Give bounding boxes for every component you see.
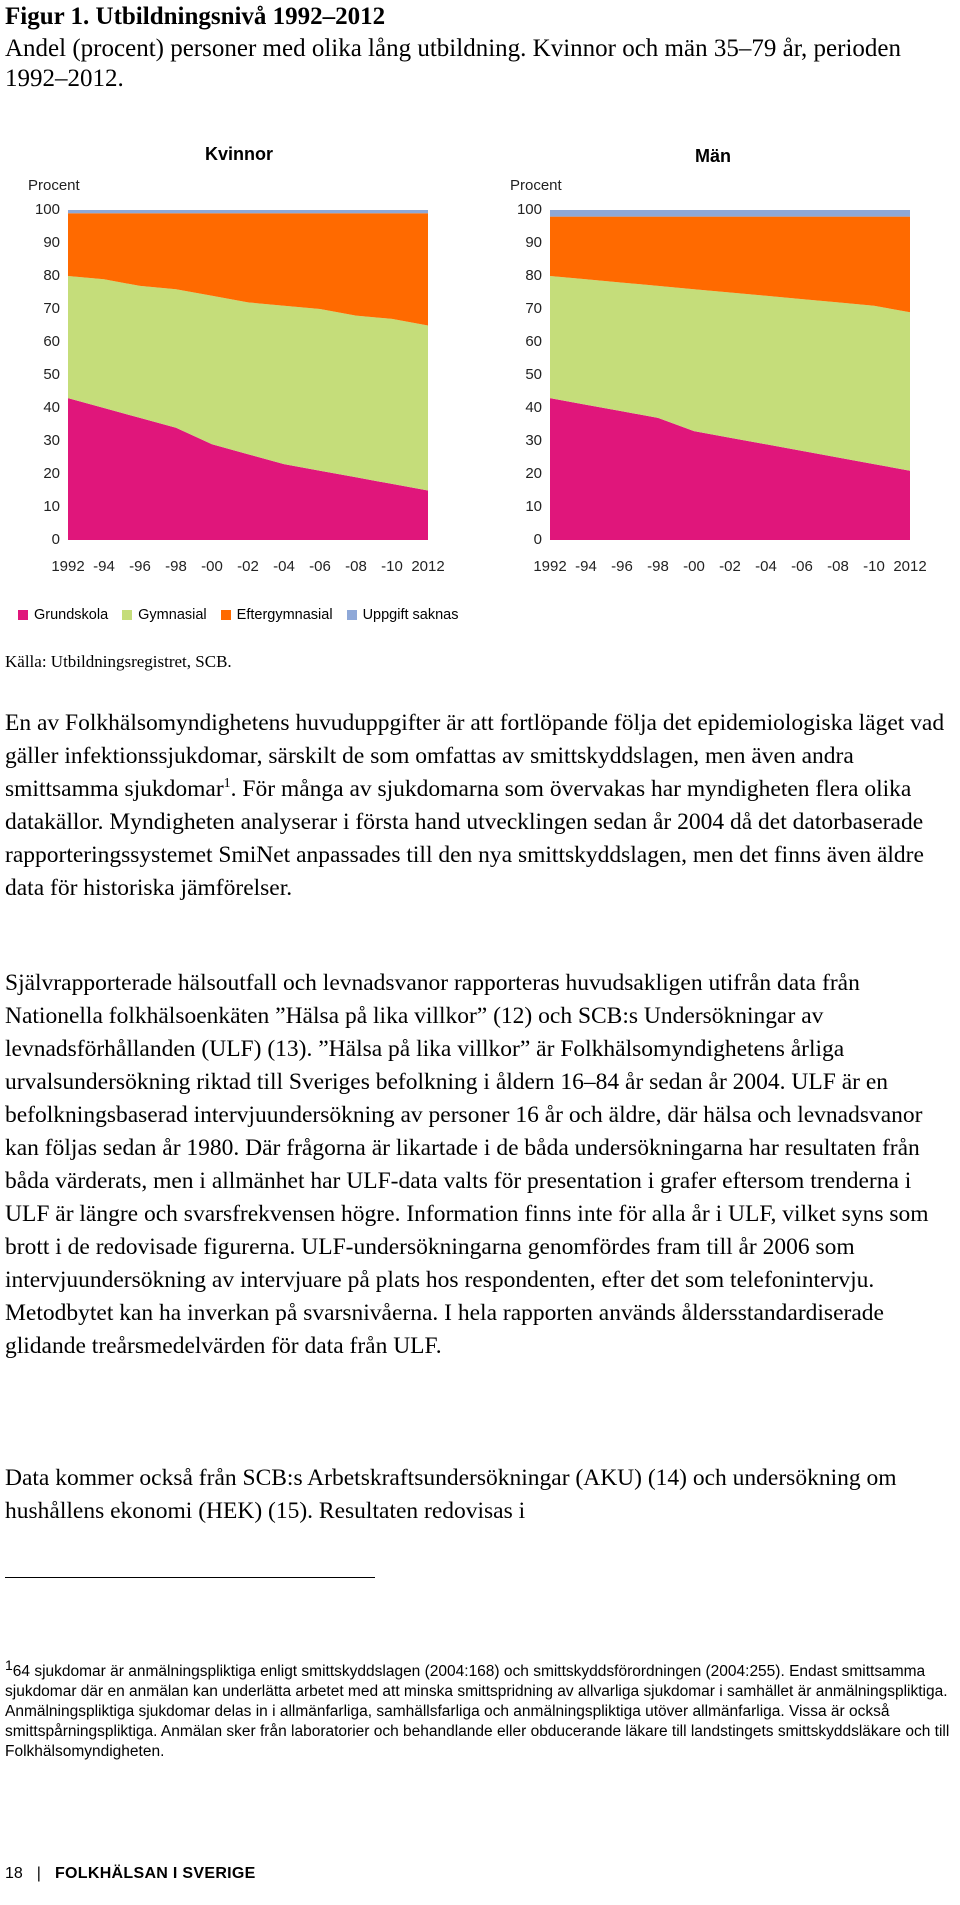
y-tick-label: 100 — [516, 201, 542, 218]
x-tick-label: 2012 — [411, 558, 445, 575]
x-tick-label: 1992 — [533, 558, 567, 575]
legend-item-gymnasial — [122, 607, 207, 623]
y-tick-label: 30 — [43, 432, 60, 449]
y-tick-label: 50 — [525, 366, 542, 383]
y-tick-label: 50 — [43, 366, 60, 383]
footnote-reference[interactable]: 1 — [223, 776, 231, 792]
x-tick-label: -02 — [719, 558, 741, 575]
legend-swatch — [122, 610, 132, 620]
legend-item-eftergymnasial — [221, 607, 333, 623]
legend-label: Gymnasial — [138, 607, 207, 623]
figure-title: Figur 1. Utbildningsnivå 1992–2012 — [5, 3, 386, 30]
x-tick-label: -96 — [611, 558, 633, 575]
chart-title-man: Män — [695, 146, 731, 166]
body-paragraph-1 — [5, 707, 957, 905]
x-tick-label: -06 — [791, 558, 813, 575]
x-tick-label: -00 — [201, 558, 223, 575]
chart-area — [0, 130, 960, 630]
page-footer — [5, 1865, 256, 1883]
x-tick-label: -98 — [165, 558, 187, 575]
y-tick-label: 10 — [43, 498, 60, 515]
footnote-text: 64 sjukdomar är anmälningspliktiga enligt smittskyddslagen (2004:168) och smittskyddsförordningen (2004:255). Endast smittsamma sjukdomar där en anmälan kan underlätta arbetet med att minska smittspridning av allvarliga sjukdomar i samhället är anmälningspliktiga. Anmälningspliktiga sjukdomar delas in i allmänfarliga, samhällsfarliga och anmälningspliktiga utöver allmänfarliga. Vissa är också smittspårningspliktiga. Anmälan sker från laboratorier och behandlande eller obducerande läkare till landstingets smittskyddsläkare och till Folkhälsomyndigheten. — [5, 1663, 950, 1760]
y-tick-label: 40 — [525, 399, 542, 416]
x-tick-label: -96 — [129, 558, 151, 575]
footnote-marker: 1 — [5, 1656, 13, 1673]
footnote-separator — [5, 1577, 375, 1578]
area-series-uppgift-saknas — [68, 210, 428, 213]
y-tick-label: 30 — [525, 432, 542, 449]
y-tick-label: 90 — [43, 234, 60, 251]
figure-caption: Andel (procent) personer med olika lång utbildning. Kvinnor och män 35–79 år, perioden 1992–2012. — [5, 35, 901, 92]
y-tick-label: 20 — [525, 465, 542, 482]
x-tick-label: -04 — [755, 558, 777, 575]
y-tick-label: 60 — [525, 333, 542, 350]
legend-label: Grundskola — [34, 607, 109, 623]
p1-text-a: En av Folkhälsomyndighetens huvuduppgifter är att fortlöpande följa det epidemiologiska läget vad gäller infektionssjukdomar, särskilt de som omfattas av smittskyddslagen, men även andra smittsamma sjukdomar — [5, 710, 945, 802]
x-tick-label: -00 — [683, 558, 705, 575]
y-tick-label: 70 — [525, 300, 542, 317]
page-number: 18 — [5, 1865, 23, 1882]
body-paragraph-2: Självrapporterade hälsoutfall och levnadsvanor rapporteras huvudsakligen utifrån data från Nationella folkhälsoenkäten ”Hälsa på lika villkor” (12) och SCB:s Undersökningar av levnadsförhållanden (ULF) (13). ”Hälsa på lika villkor” är Folkhälsomyndighetens årliga urvalsundersökning riktad till Sveriges befolkning i åldern 16–84 år sedan år 2004. ULF är en befolkningsbaserad intervjuundersökning av personer 16 år och äldre, där hälsa och levnadsvanor kan följas sedan år 1980. Där frågorna är likartade i de båda undersökningarna har resultaten från båda värderats, men i allmänhet har ULF-data valts för presentation i grafer eftersom trenderna i ULF är längre och svarsfrekvensen högre. Information finns inte för alla år i ULF, vilket syns som brott i de redovisade figurerna. ULF-undersökningarna genomfördes fram till år 2006 som intervjuundersökning av intervjuare på plats hos respondenten, efter det som telefonintervju. Metodbytet kan ha inverkan på svarsnivåerna. I hela rapporten används åldersstandardiserade glidande treårsmedelvärden för data från ULF. — [5, 970, 929, 1359]
y-tick-label: 40 — [43, 399, 60, 416]
x-tick-label: -10 — [863, 558, 885, 575]
legend-swatch — [221, 610, 231, 620]
x-tick-label: -98 — [647, 558, 669, 575]
legend-swatch — [347, 610, 357, 620]
y-tick-label: 100 — [34, 201, 60, 218]
footnote — [5, 1656, 950, 1762]
y-tick-label: 20 — [43, 465, 60, 482]
y-tick-label: 60 — [43, 333, 60, 350]
x-tick-label: -94 — [575, 558, 597, 575]
area-chart-kvinnor — [68, 210, 428, 540]
p1-text-b: . För många av sjukdomarna som övervakas har myndigheten flera olika datakällor. Myndigheten analyserar i första hand utvecklingen sedan år 2004 då det datorbaserade rapporteringssystemet SmiNet anpassades till den nya smittskyddslagen, men det finns även äldre data för historiska jämförelser. — [5, 776, 924, 901]
legend-label: Eftergymnasial — [236, 607, 333, 623]
y-tick-label: 70 — [43, 300, 60, 317]
y-tick-label: 80 — [525, 267, 542, 284]
legend-item-uppgift-saknas — [347, 607, 459, 623]
body-paragraph-3: Data kommer också från SCB:s Arbetskraftsundersökningar (AKU) (14) och undersökning om hushållens ekonomi (HEK) (15). Resultaten redovisas i — [5, 1465, 897, 1524]
x-tick-label: 1992 — [51, 558, 85, 575]
footer-title: FOLKHÄLSAN I SVERIGE — [54, 1865, 256, 1882]
y-tick-label: 10 — [525, 498, 542, 515]
area-chart-man — [550, 210, 910, 540]
y-unit-label-man: Procent — [510, 177, 562, 194]
chart-title-kvinnor: Kvinnor — [205, 144, 274, 164]
y-unit-label-kvinnor: Procent — [28, 177, 80, 194]
y-tick-label: 90 — [525, 234, 542, 251]
x-tick-label: -04 — [273, 558, 295, 575]
y-tick-label: 80 — [43, 267, 60, 284]
y-tick-label: 0 — [51, 531, 60, 548]
legend-swatch — [18, 610, 28, 620]
legend-label: Uppgift saknas — [362, 607, 459, 623]
figure-source: Källa: Utbildningsregistret, SCB. — [5, 652, 232, 671]
x-tick-label: 2012 — [893, 558, 927, 575]
y-tick-label: 0 — [533, 531, 542, 548]
x-tick-label: -06 — [309, 558, 331, 575]
x-tick-label: -08 — [827, 558, 849, 575]
legend-item-grundskola — [18, 607, 108, 623]
x-tick-label: -94 — [93, 558, 115, 575]
x-tick-label: -02 — [237, 558, 259, 575]
footer-separator: | — [36, 1865, 41, 1882]
area-series-uppgift-saknas — [550, 210, 910, 217]
x-tick-label: -10 — [381, 558, 403, 575]
chart-legend — [18, 607, 458, 623]
x-tick-label: -08 — [345, 558, 367, 575]
